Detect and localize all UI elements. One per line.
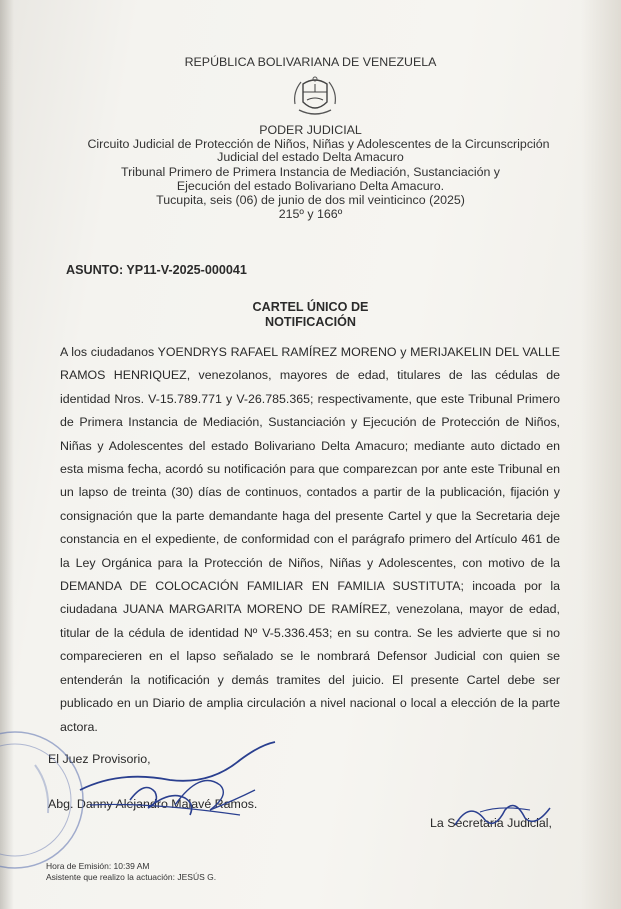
judge-title: El Juez Provisorio, xyxy=(48,752,151,766)
notification-paragraph: A los ciudadanos YOENDRYS RAFAEL RAMÍREZ MORENO y MERIJAKELIN DEL VALLE RAMOS HENRIQUEZ, venezolanos, mayores de edad, titulares de las cédulas de identidad Nros. V-15.789.771 y V-26.785.365; respectivamente, que este Tribunal Primero de Primera Instancia de Mediación, Sustanciación y Ejecución de Protección de Niños, Niñas y Adolescentes del estado Bolivariano Delta Amacuro; mediante auto dictado en esta misma fecha, acordó su notificación para que comparezcan por ante este Tribunal en un lapso de treinta (30) días de continuos, contados a partir de la publicación, fijación y consignación que la parte demandante haga del presente Cartel y que la Secretaria deje constancia en el expediente, de conformidad con el parágrafo primero del Artículo 461 de la Ley Orgánica para la Protección de Niños, Niñas y Adolescentes, con motivo de la DEMANDA DE COLOCACIÓN FAMILIAR EN FAMILIA SUSTITUTA; incoada por la ciudadana JUANA MARGARITA MORENO DE RAMÍREZ, venezolana, mayor de edad, titular de la cédula de identidad Nº V-5.336.453; en su contra. Se les advierte que si no comparecieren en el lapso señalado se le nombrará Defensor Judicial con quien se entenderán la notificación y demás tramites del juicio. El presente Cartel debe ser publicado en un Diario de amplia circulación a nivel nacional o local a elección de la parte actora. xyxy=(60,345,560,734)
secretary-title: La Secretaria Judicial, xyxy=(430,816,552,830)
coat-of-arms-icon xyxy=(289,74,341,120)
document-title-line1: CARTEL ÚNICO DE xyxy=(252,300,369,314)
header-tribunal-line1: Tribunal Primero de Primera Instancia de Mediación, Sustanciación y xyxy=(120,165,500,179)
notification-body xyxy=(60,341,560,739)
header-circuit-line1: Circuito Judicial de Protección de Niños, Niñas y Adolescentes de la Circunscripción xyxy=(87,137,550,151)
emission-time: Hora de Emisión: 10:39 AM xyxy=(46,861,150,871)
assistant-line: Asistente que realizo la actuación: JESÚS G. xyxy=(46,872,217,882)
judge-signature-icon xyxy=(60,730,290,830)
case-number: ASUNTO: YP11-V-2025-000041 xyxy=(66,263,247,277)
header-date: Tucupita, seis (06) de junio de dos mil veinticinco (2025) xyxy=(156,193,465,207)
header-circuit-line2: Judicial del estado Delta Amacuro xyxy=(217,150,404,164)
header-tribunal-line2: Ejecución del estado Bolivariano Delta Amacuro. xyxy=(176,179,445,193)
judge-name: Abg. Danny Alejandro Malavé Ramos. xyxy=(48,797,258,811)
header-country: REPÚBLICA BOLIVARIANA DE VENEZUELA xyxy=(184,55,437,69)
document-title-line2: NOTIFICACIÓN xyxy=(265,315,356,329)
secretary-signature-icon xyxy=(440,790,560,840)
header-years: 215º y 166º xyxy=(278,207,343,221)
header-power: PODER JUDICIAL xyxy=(259,123,362,137)
